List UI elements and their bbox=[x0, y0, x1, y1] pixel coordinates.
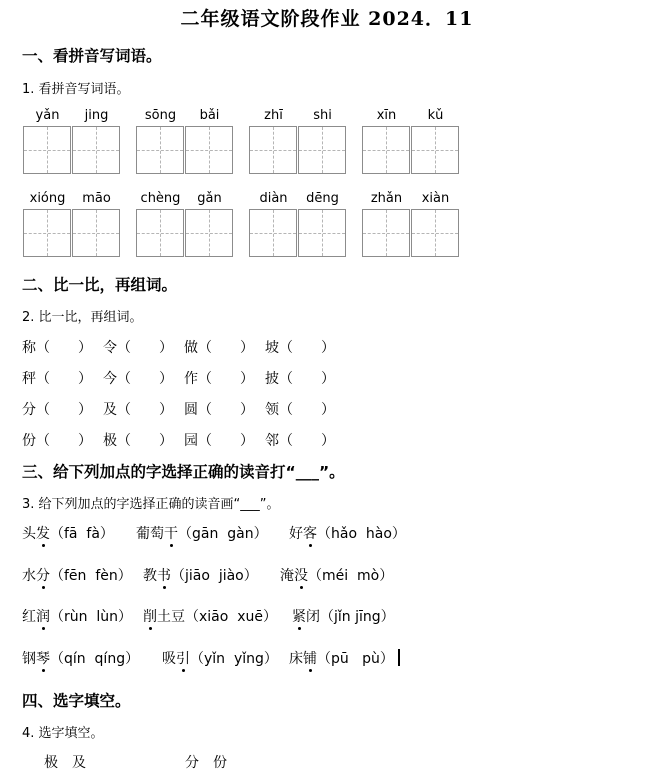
compare-item: 极（ ） bbox=[103, 433, 173, 449]
tianzige-box[interactable] bbox=[362, 126, 410, 174]
pinyin-row-2 bbox=[0, 191, 654, 271]
text-cursor bbox=[398, 649, 400, 666]
compare-item: 圆（ ） bbox=[184, 402, 254, 418]
pinyin-label: jing bbox=[84, 108, 109, 123]
pinyin-label: dēng bbox=[306, 191, 339, 206]
pinyin-label: sōng bbox=[144, 108, 177, 123]
pinyin-label: bǎi bbox=[199, 108, 220, 123]
compare-item: 披（ ） bbox=[265, 371, 335, 387]
pinyin-label: diàn bbox=[259, 191, 288, 206]
tianzige-box[interactable] bbox=[298, 126, 346, 174]
compare-item: 邻（ ） bbox=[265, 433, 335, 449]
reading-item: 吸引（yǐn yǐng） bbox=[162, 648, 278, 668]
dotted-char: 干 bbox=[164, 523, 178, 543]
compare-item: 今（ ） bbox=[103, 371, 173, 387]
question-3-text: 3. 给下列加点的字选择正确的读音画“___”。 bbox=[22, 497, 280, 512]
reading-item: 削土豆（xiāo xuē） bbox=[143, 606, 277, 626]
reading-item: 紧闭（jǐn jīng） bbox=[292, 606, 395, 626]
compare-item: 令（ ） bbox=[103, 340, 173, 356]
dotted-char: 润 bbox=[36, 606, 50, 626]
tianzige-box[interactable] bbox=[185, 209, 233, 257]
reading-item: 好客（hǎo hào） bbox=[289, 523, 406, 543]
pinyin-label: shi bbox=[313, 108, 332, 123]
compare-item: 分（ ） bbox=[22, 402, 92, 418]
dotted-char: 紧 bbox=[292, 606, 306, 626]
compare-item: 坡（ ） bbox=[265, 340, 335, 356]
pinyin-label: yǎn bbox=[35, 108, 60, 123]
tianzige-box[interactable] bbox=[23, 209, 71, 257]
reading-item: 葡萄干（gān gàn） bbox=[136, 523, 268, 543]
reading-item: 淹没（méi mò） bbox=[280, 565, 393, 585]
compare-item: 秤（ ） bbox=[22, 371, 92, 387]
dotted-char: 客 bbox=[303, 523, 317, 543]
reading-item: 钢琴（qín qíng） bbox=[22, 648, 139, 668]
compare-item: 及（ ） bbox=[103, 402, 173, 418]
tianzige-box[interactable] bbox=[249, 209, 297, 257]
tianzige-box[interactable] bbox=[136, 126, 184, 174]
pinyin-label: zhī bbox=[264, 108, 283, 123]
question-1-text: 1. 看拼音写词语。 bbox=[22, 82, 130, 97]
tianzige-box[interactable] bbox=[411, 209, 459, 257]
section-4-heading: 四、选字填空。 bbox=[22, 692, 131, 710]
option-group: 极 及 bbox=[44, 755, 86, 771]
tianzige-box[interactable] bbox=[411, 126, 459, 174]
tianzige-box[interactable] bbox=[136, 209, 184, 257]
dotted-char: 琴 bbox=[36, 648, 50, 668]
pinyin-label: xiàn bbox=[421, 191, 450, 206]
compare-item: 领（ ） bbox=[265, 402, 335, 418]
tianzige-box[interactable] bbox=[23, 126, 71, 174]
dotted-char: 书 bbox=[157, 565, 171, 585]
option-group: 分 份 bbox=[185, 755, 227, 771]
pinyin-label: chèng bbox=[140, 191, 181, 206]
dotted-char: 分 bbox=[36, 565, 50, 585]
dotted-char: 发 bbox=[36, 523, 50, 543]
tianzige-box[interactable] bbox=[72, 209, 120, 257]
dotted-char: 没 bbox=[294, 565, 308, 585]
question-2-text: 2. 比一比，再组词。 bbox=[22, 310, 143, 325]
section-2-heading: 二、比一比，再组词。 bbox=[22, 276, 178, 294]
section-3-heading: 三、给下列加点的字选择正确的读音打“___”。 bbox=[22, 463, 345, 481]
pinyin-row-1 bbox=[0, 108, 654, 188]
reading-item: 床铺（pū pù） bbox=[289, 648, 400, 668]
pinyin-label: gǎn bbox=[197, 191, 222, 206]
dotted-char: 削 bbox=[143, 606, 157, 626]
pinyin-label: kǔ bbox=[427, 108, 444, 123]
tianzige-box[interactable] bbox=[72, 126, 120, 174]
pinyin-label: zhǎn bbox=[370, 191, 403, 206]
compare-item: 份（ ） bbox=[22, 433, 92, 449]
tianzige-box[interactable] bbox=[362, 209, 410, 257]
dotted-char: 引 bbox=[176, 648, 190, 668]
compare-item: 园（ ） bbox=[184, 433, 254, 449]
page-title: 二年级语文阶段作业 2024．11 bbox=[180, 8, 474, 30]
dotted-char: 铺 bbox=[303, 648, 317, 668]
reading-item: 红润（rùn lùn） bbox=[22, 606, 132, 626]
tianzige-box[interactable] bbox=[298, 209, 346, 257]
section-1-heading: 一、看拼音写词语。 bbox=[22, 47, 162, 65]
compare-item: 作（ ） bbox=[184, 371, 254, 387]
compare-item: 称（ ） bbox=[22, 340, 92, 356]
reading-item: 水分（fēn fèn） bbox=[22, 565, 132, 585]
compare-item: 做（ ） bbox=[184, 340, 254, 356]
pinyin-label: xióng bbox=[29, 191, 66, 206]
pinyin-label: xīn bbox=[376, 108, 397, 123]
pinyin-label: māo bbox=[82, 191, 111, 206]
reading-item: 头发（fā fà） bbox=[22, 523, 114, 543]
tianzige-box[interactable] bbox=[249, 126, 297, 174]
tianzige-box[interactable] bbox=[185, 126, 233, 174]
reading-item: 教书（jiāo jiào） bbox=[143, 565, 258, 585]
question-4-text: 4. 选字填空。 bbox=[22, 726, 104, 741]
